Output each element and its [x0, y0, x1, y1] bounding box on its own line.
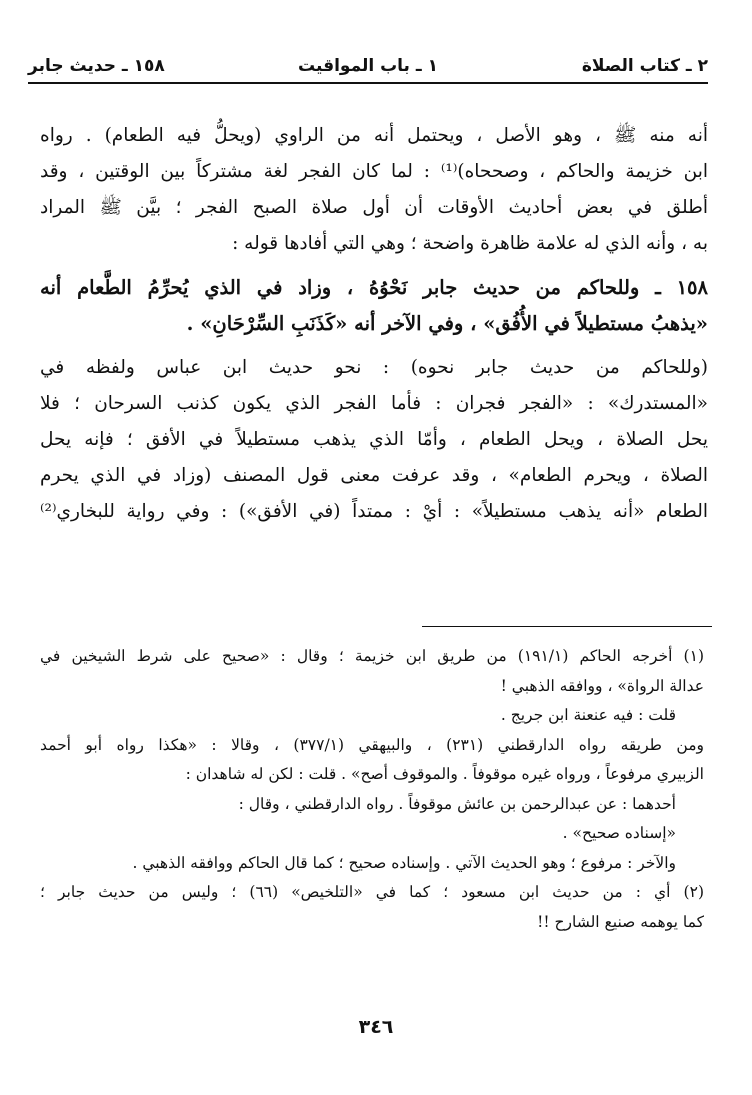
- footnote-line: عدالة الرواة» ، ووافقه الذهبي !: [500, 676, 704, 695]
- header-hadith-title: ١٥٨ ـ حديث جابر: [28, 56, 165, 76]
- footnote-line: الزبيري مرفوعاً ، ورواه غيره موقوفاً . والموقوف أصح» . قلت : لكن له شاهدان :: [185, 765, 704, 783]
- text-line: به ، وأنه الذي له علامة ظاهرة واضحة ؛ وهي التي أفادها قوله :: [232, 233, 708, 254]
- running-header: [28, 52, 708, 84]
- text-line: يحل الصلاة ، ويحل الطعام ، وأمّا الذي يذهب مستطيلاً في الأفق ؛ فإنه يحل: [40, 429, 708, 450]
- header-book-title: ٢ ـ كتاب الصلاة: [581, 56, 708, 76]
- text-line: «المستدرك» : «الفجر فجران : فأما الفجر الذي يكون كذنب السرحان ؛ فلا: [40, 393, 708, 414]
- text-line: أطلق في بعض أحاديث الأوقات أن أول صلاة الصبح الفجر ؛ بيَّن ﷺ المراد: [40, 197, 708, 218]
- paragraph-commentary-1: [40, 118, 708, 262]
- footnote-line: أحدهما : عن عبدالرحمن بن عائش موقوفاً . رواه الدارقطني ، وقال :: [238, 794, 676, 813]
- text-line: أنه منه ﷺ ، وهو الأصل ، ويحتمل أنه من الراوي (ويحلُّ فيه الطعام) . رواه: [40, 125, 708, 146]
- footnote-1: [40, 642, 704, 878]
- footnote-line: ومن طريقه رواه الدارقطني (٢٣١) ، والبيهقي (٣٧٧/١) ، وقالا : «هكذا رواه أبو أحمد: [40, 735, 704, 754]
- footnote-line: كما يوهمه صنيع الشارح !!: [537, 912, 704, 931]
- text-line: (وللحاكم من حديث جابر نحوه) : نحو حديث ابن عباس ولفظه في: [40, 357, 708, 378]
- text-line: الصلاة ، ويحرم الطعام» ، وقد عرفت معنى قول المصنف (وزاد في الذي يحرم: [40, 465, 708, 486]
- text-line: «يذهبُ مستطيلاً في الأُفُق» ، وفي الآخر أنه «كَذَنَبِ السِّرْحَانِ» .: [186, 312, 708, 335]
- footnote-line: (١) أخرجه الحاكم (١٩١/١) من طريق ابن خزيمة ؛ وقال : «صحيح على شرط الشيخين في: [40, 647, 704, 665]
- text-line: ١٥٨ ـ وللحاكم من حديث جابر نَحْوُهُ ، وزاد في الذي يُحرِّمُ الطَّعام أنه: [40, 276, 708, 299]
- footnote-line: قلت : فيه عنعنة ابن جريج .: [500, 706, 676, 724]
- paragraph-hadith-158: [40, 270, 708, 342]
- footnotes: [40, 642, 704, 937]
- footnote-line: «إسناده صحيح» .: [562, 824, 676, 842]
- paragraph-commentary-2: [40, 350, 708, 530]
- footnote-line: (٢) أي : من حديث ابن مسعود ؛ كما في «التلخيص» (٦٦) ؛ وليس من حديث جابر ؛: [40, 883, 704, 901]
- text-line: الطعام «أنه يذهب مستطيلاً» : أيْ : ممتداً (في الأفق») : وفي رواية للبخاري⁽²⁾: [40, 501, 708, 522]
- text-line: ابن خزيمة والحاكم ، وصححاه)⁽¹⁾ : لما كان الفجر لغة مشتركاً بين الوقتين ، وقد: [40, 161, 708, 182]
- header-chapter-title: ١ ـ باب المواقيت: [298, 56, 438, 76]
- footnote-line: والآخر : مرفوع ؛ وهو الحديث الآتي . وإسناده صحيح ؛ كما قال الحاكم ووافقه الذهبي .: [132, 853, 676, 872]
- main-text: [40, 118, 708, 530]
- page-number: ٣٤٦: [358, 1016, 394, 1038]
- footnote-separator: [422, 626, 712, 627]
- footnote-2: [40, 878, 704, 937]
